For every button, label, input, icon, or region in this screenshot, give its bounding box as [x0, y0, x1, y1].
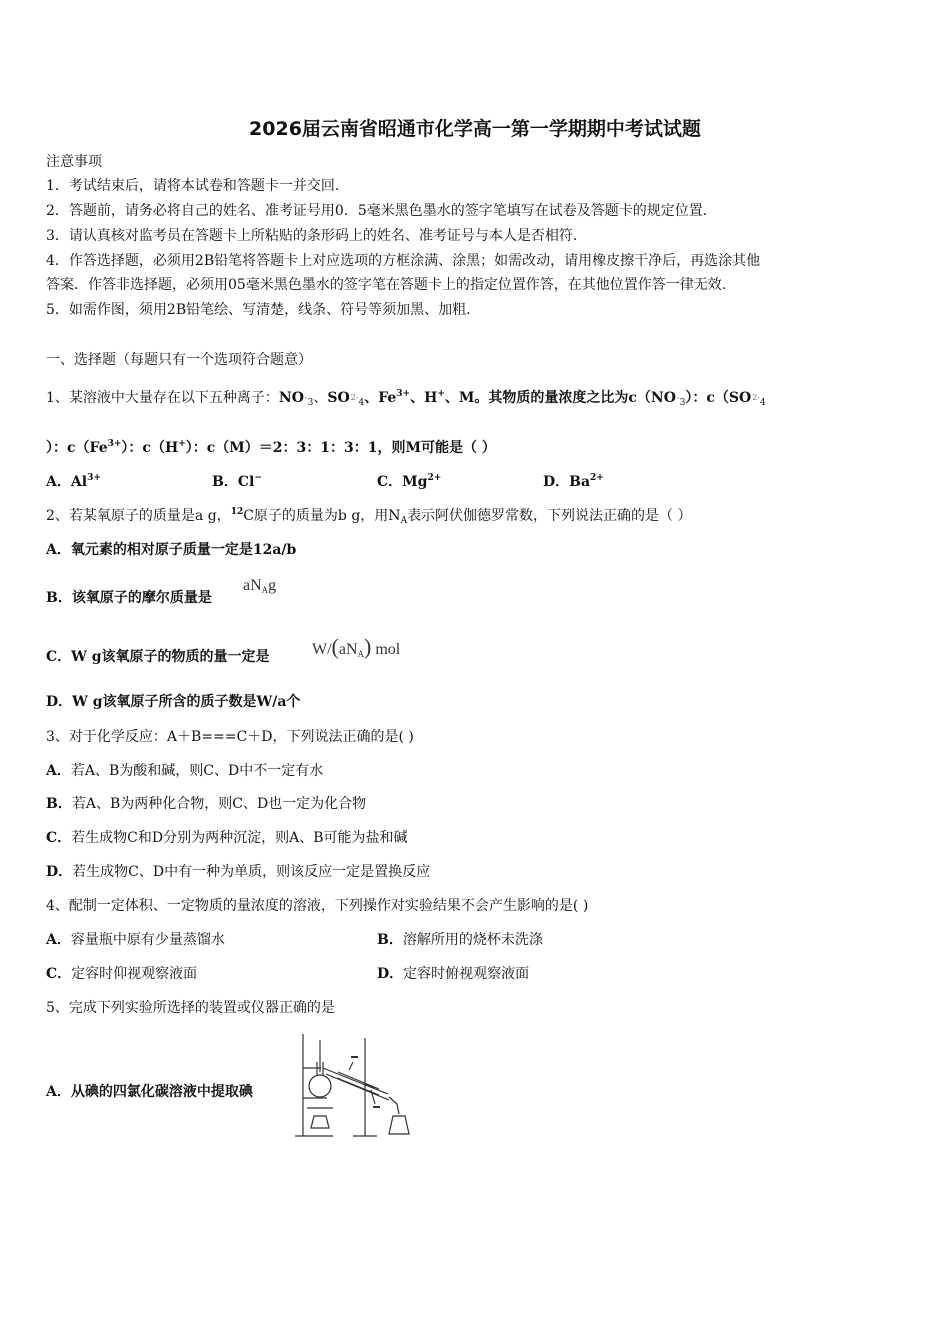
- formula-molar-mass: $aN_Ag$: [243, 577, 277, 595]
- question-1-stem: 1、某溶液中大量存在以下五种离子：$NO-_3$、$SO2-_4$、$Fe^{3+}$、H+、M。其物质的量浓度之比为$c(NO-_3)$：$c(SO2-_4$: [46, 389, 766, 408]
- notice-heading: 注意事项: [46, 154, 102, 170]
- notice-item: 答案．作答非选择题，必须用05毫米黑色墨水的签字笔在答题卡上的指定位置作答，在其他位置作答一律无效.: [46, 277, 727, 293]
- question-4-option-b[interactable]: B．溶解所用的烧杯未洗涤: [377, 932, 543, 948]
- notice-item: 4．作答选择题，必须用2B铅笔将答题卡上对应选项的方框涂满、涂黑；如需改动，请用橡皮擦干净后，再选涂其他: [46, 253, 761, 269]
- question-1-option-d[interactable]: D．$Ba^{2+}$: [543, 473, 604, 490]
- question-1-option-a[interactable]: A．$Al^{3+}$: [46, 473, 101, 490]
- notice-item: 2．答题前，请务必将自己的姓名、准考证号用0．5毫米黑色墨水的签字笔填写在试卷及答题卡的规定位置.: [46, 203, 708, 219]
- section-heading: 一、选择题（每题只有一个选项符合题意）: [46, 352, 312, 368]
- question-2-stem: 2、若某氧原子的质量是a g，$^{12}$C原子的质量为b g，用$N_A$表示阿伏伽德罗常数，下列说法正确的是（ ）: [46, 507, 692, 526]
- question-4-option-a[interactable]: A．容量瓶中原有少量蒸馏水: [46, 932, 225, 948]
- question-3-option-d[interactable]: D．若生成物C、D中有一种为单质，则该反应一定是置换反应: [46, 864, 431, 880]
- question-2-option-d[interactable]: D．W g该氧原子所含的质子数是W/a个: [46, 694, 301, 710]
- question-3-stem: 3、对于化学反应：A＋B===C＋D，下列说法正确的是( ): [46, 729, 414, 745]
- question-3-option-c[interactable]: C．若生成物C和D分别为两种沉淀，则A、B可能为盐和碱: [46, 830, 408, 846]
- distillation-apparatus-image: [293, 1032, 415, 1142]
- question-number: 1、: [46, 390, 69, 406]
- notice-item: 1．考试结束后，请将本试卷和答题卡一并交回.: [46, 178, 340, 194]
- question-number: 2、: [46, 508, 69, 524]
- question-4-stem: 4、配制一定体积、一定物质的量浓度的溶液，下列操作对实验结果不会产生影响的是( ): [46, 898, 589, 914]
- question-3-option-a[interactable]: A．若A、B为酸和碱，则C、D中不一定有水: [46, 763, 324, 779]
- notice-item: 5．如需作图，须用2B铅笔绘、写清楚，线条、符号等须加黑、加粗.: [46, 302, 471, 318]
- question-1-option-b[interactable]: B．Cl−: [212, 473, 262, 490]
- question-4-option-c[interactable]: C．定容时仰视观察液面: [46, 966, 198, 982]
- question-4-option-d[interactable]: D．定容时俯视观察液面: [377, 966, 530, 982]
- question-2-option-c[interactable]: C．W g该氧原子的物质的量一定是: [46, 649, 270, 665]
- question-5-stem: 5、完成下列实验所选择的装置或仪器正确的是: [46, 1000, 335, 1016]
- question-5-option-a[interactable]: A．从碘的四氯化碳溶液中提取碘: [46, 1084, 253, 1100]
- question-1-option-c[interactable]: C．$Mg^{2+}$: [377, 473, 442, 490]
- question-number: 3、: [46, 729, 69, 745]
- page-title: 2026届云南省昭通市化学高一第一学期期中考试试题: [249, 118, 701, 140]
- question-2-option-b[interactable]: B．该氧原子的摩尔质量是: [46, 590, 212, 606]
- notice-item: 3．请认真核对监考员在答题卡上所粘贴的条形码上的姓名、准考证号与本人是否相符.: [46, 228, 578, 244]
- question-number: 5、: [46, 1000, 69, 1016]
- question-3-option-b[interactable]: B．若A、B为两种化合物，则C、D也一定为化合物: [46, 796, 367, 812]
- question-2-option-a[interactable]: A．氧元素的相对原子质量一定是12a/b: [46, 542, 297, 558]
- formula-amount: $W/(aN_A)$ mol: [312, 634, 401, 659]
- question-number: 4、: [46, 898, 69, 914]
- question-1-stem-cont: ）：$c(Fe^{3+})$：c（H+）：c（M）＝2：3：1：3：1，则M可能是（ ）: [46, 439, 496, 456]
